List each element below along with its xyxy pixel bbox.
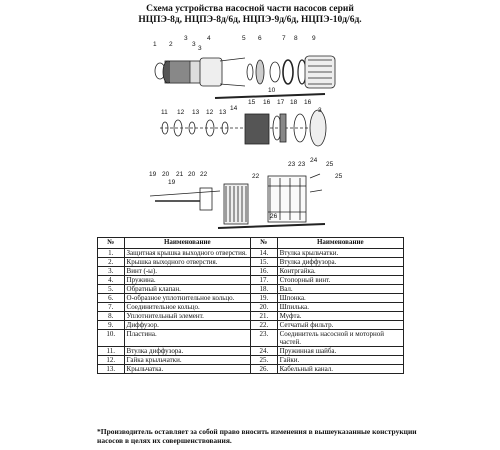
label-part-26: 26	[270, 213, 278, 220]
part-name-right: Контргайка.	[277, 267, 403, 276]
part-number-left: 3.	[98, 267, 125, 276]
label-part-1: 1	[153, 41, 157, 48]
part-number-right: 26.	[251, 365, 278, 374]
row1-parts	[155, 56, 335, 88]
part-number-left: 4.	[98, 276, 125, 285]
label-part-3c: 3	[198, 45, 202, 52]
label-part-19b: 19	[168, 179, 176, 186]
label-part-4: 4	[207, 35, 211, 42]
part-name-left: Соединительное кольцо.	[124, 303, 251, 312]
label-part-23: 23	[288, 161, 296, 168]
table-row	[98, 258, 404, 267]
table-row	[98, 285, 404, 294]
table-row	[98, 312, 404, 321]
label-part-16: 16	[263, 99, 271, 106]
label-part-20b: 20	[188, 171, 196, 178]
label-part-15: 15	[248, 99, 256, 106]
table-row	[98, 356, 404, 365]
part-number-left: 13.	[98, 365, 125, 374]
label-part-9: 9	[312, 35, 316, 42]
part-number-left: 12.	[98, 356, 125, 365]
part-number-right: 17.	[251, 276, 278, 285]
label-part-20: 20	[162, 171, 170, 178]
part-name-left: Уплотнительный элемент.	[124, 312, 251, 321]
part-number-right: 25.	[251, 356, 278, 365]
page-title: Схема устройства насосной части насосов серий	[146, 4, 354, 14]
parts-table	[97, 237, 404, 374]
label-part-22: 22	[252, 173, 260, 180]
header-number-1: №	[98, 238, 125, 249]
part-name-right: Гайки.	[277, 356, 403, 365]
part-name-right: Шпилька.	[277, 303, 403, 312]
part-number-left: 9.	[98, 321, 125, 330]
footnote: *Производитель оставляет за собой право вносить изменения в вышеуказанные конструкции насосов в целях их совершенствования.	[97, 427, 417, 445]
label-part-23b: 23	[298, 161, 306, 168]
part-number-left: 1.	[98, 249, 125, 258]
table-row	[98, 267, 404, 276]
part-name-right: Муфта.	[277, 312, 403, 321]
part-name-right: Шпонка.	[277, 294, 403, 303]
label-part-25: 25	[326, 161, 334, 168]
label-part-2: 2	[169, 41, 173, 48]
part-name-left: Пластина.	[124, 330, 251, 347]
table-row	[98, 303, 404, 312]
label-part-13: 13	[192, 109, 200, 116]
table-row	[98, 365, 404, 374]
table-header-row	[98, 238, 404, 249]
part-name-left: Крышка выходного отверстия.	[124, 258, 251, 267]
table-row	[98, 249, 404, 258]
part-number-left: 6.	[98, 294, 125, 303]
label-part-24: 24	[310, 157, 318, 164]
part-number-left: 8.	[98, 312, 125, 321]
label-part-22b: 22	[200, 171, 208, 178]
part-number-right: 23.	[251, 330, 278, 347]
table-row	[98, 347, 404, 356]
part-number-left: 5.	[98, 285, 125, 294]
part-name-right: Сетчатый фильтр.	[277, 321, 403, 330]
part-name-right: Соединитель насосной и моторной частей.	[277, 330, 403, 347]
row2-parts	[160, 110, 326, 146]
label-part-13b: 13	[219, 109, 227, 116]
page-subtitle: НЦПЭ-8д, НЦПЭ-8д/6д, НЦПЭ-9д/6д, НЦПЭ-10д/6д.	[138, 15, 362, 25]
part-name-right: Втулка диффузора.	[277, 258, 403, 267]
table-row	[98, 276, 404, 285]
part-number-right: 21.	[251, 312, 278, 321]
label-part-6: 6	[258, 35, 262, 42]
table-row	[98, 294, 404, 303]
part-number-right: 22.	[251, 321, 278, 330]
part-number-right: 20.	[251, 303, 278, 312]
label-part-7: 7	[282, 35, 286, 42]
part-name-left: Гайка крыльчатки.	[124, 356, 251, 365]
part-number-left: 7.	[98, 303, 125, 312]
part-number-left: 11.	[98, 347, 125, 356]
table-row	[98, 321, 404, 330]
label-part-18: 18	[290, 99, 298, 106]
part-name-right: Стопорный винт.	[277, 276, 403, 285]
header-name-1: Наименование	[124, 238, 251, 249]
parts-table-body	[98, 249, 404, 374]
part-number-right: 14.	[251, 249, 278, 258]
part-name-right: Втулка крыльчатки.	[277, 249, 403, 258]
label-part-3b: 3	[192, 41, 196, 48]
part-number-right: 15.	[251, 258, 278, 267]
part-name-right: Вал.	[277, 285, 403, 294]
part-name-left: Защитная крышка выходного отверстия.	[124, 249, 251, 258]
label-part-16b: 16	[304, 99, 312, 106]
label-part-3d: 3	[318, 107, 322, 114]
exploded-pump-diagram	[140, 26, 360, 236]
part-name-left: Винт (-ы).	[124, 267, 251, 276]
label-part-11: 11	[161, 109, 168, 116]
label-part-12: 12	[177, 109, 185, 116]
part-name-left: Втулка диффузора.	[124, 347, 251, 356]
label-part-8: 8	[294, 35, 298, 42]
label-part-25b: 25	[335, 173, 343, 180]
part-name-left: Диффузор.	[124, 321, 251, 330]
part-number-right: 18.	[251, 285, 278, 294]
label-part-21: 21	[176, 171, 184, 178]
label-part-19: 19	[149, 171, 157, 178]
label-part-14: 14	[230, 105, 238, 112]
label-part-5: 5	[242, 35, 246, 42]
part-name-right: Кабельный канал.	[277, 365, 403, 374]
header-name-2: Наименование	[277, 238, 403, 249]
part-number-right: 19.	[251, 294, 278, 303]
part-name-left: О-образное уплотнительное кольцо.	[124, 294, 251, 303]
part-number-left: 2.	[98, 258, 125, 267]
label-part-10: 10	[268, 87, 276, 94]
part-name-left: Обратный клапан.	[124, 285, 251, 294]
header-number-2: №	[251, 238, 278, 249]
part-number-right: 16.	[251, 267, 278, 276]
label-part-17: 17	[277, 99, 285, 106]
part-name-left: Крыльчатка.	[124, 365, 251, 374]
label-part-3: 3	[184, 35, 188, 42]
part-number-right: 24.	[251, 347, 278, 356]
part-name-left: Пружина.	[124, 276, 251, 285]
label-part-12b: 12	[206, 109, 214, 116]
part-number-left: 10.	[98, 330, 125, 347]
part-name-right: Пружинная шайба.	[277, 347, 403, 356]
table-row	[98, 330, 404, 347]
row3-parts	[150, 174, 325, 228]
